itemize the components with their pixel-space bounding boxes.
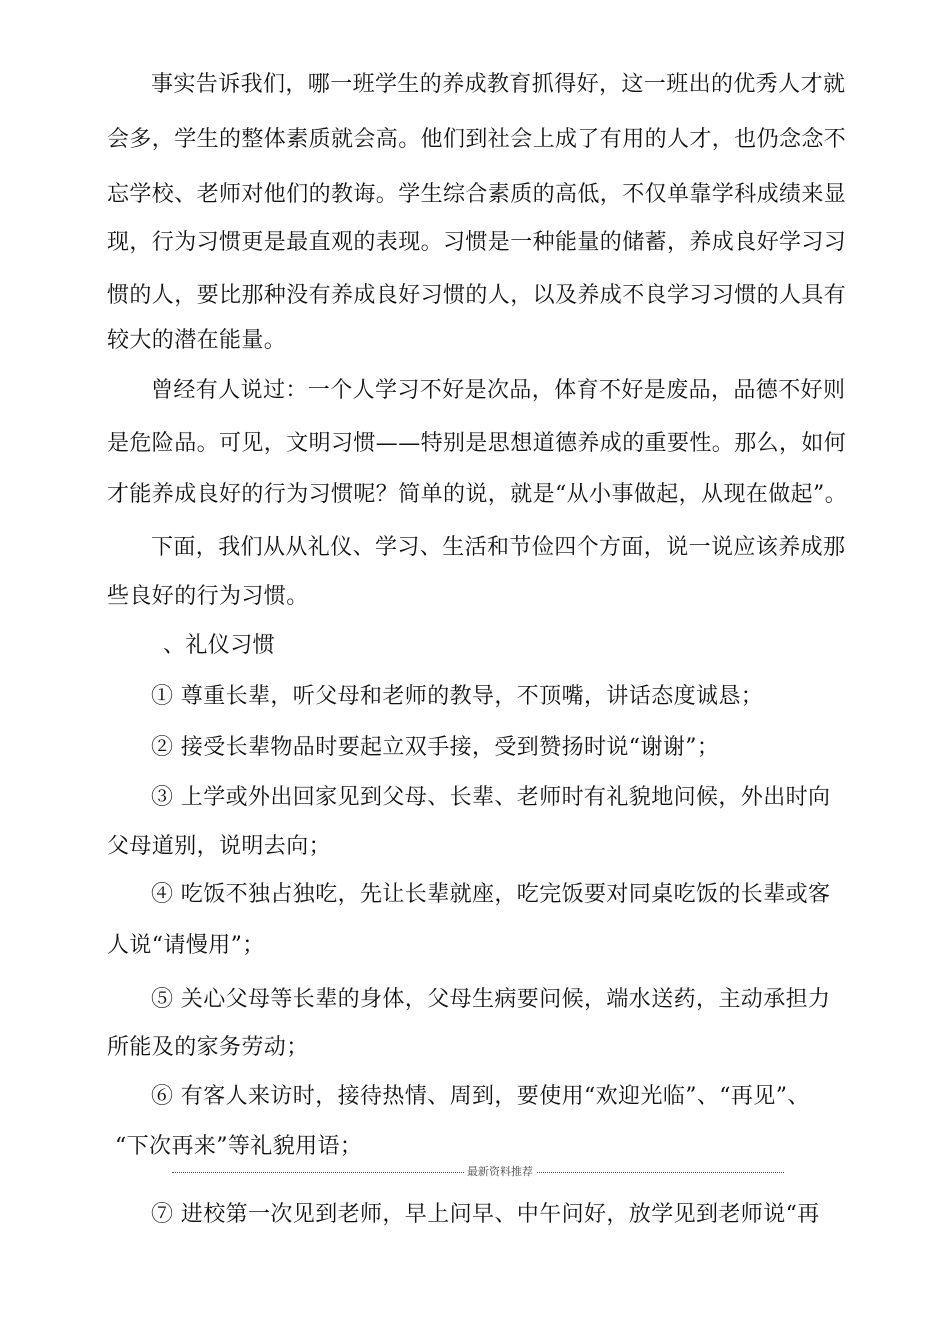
paragraph-1-line-2: 会多，学生的整体素质就会高。他们到社会上成了有用的人才，也仍念念不: [107, 127, 847, 152]
paragraph-1-line-5: 惯的人，要比那种没有养成良好习惯的人，以及养成不良学习习惯的人具有: [107, 283, 847, 308]
paragraph-1-line-3: 忘学校、老师对他们的教诲。学生综合素质的高低，不仅单靠学科成绩来显: [107, 182, 847, 207]
paragraph-1-line-1: 事实告诉我们，哪一班学生的养成教育抓得好，这一班出的优秀人才就: [151, 72, 846, 97]
footer-label: 最新资料推荐: [464, 1164, 536, 1180]
paragraph-3-line-2: 些良好的行为习惯。: [107, 584, 309, 609]
list-item-5-line-1: ⑤ 关心父母等长辈的身体，父母生病要问候，端水送药，主动承担力: [151, 987, 831, 1012]
list-item-3-line-2: 父母道别，说明去向；: [107, 834, 332, 859]
list-item-6-line-1: ⑥ 有客人来访时，接待热情、周到，要使用“欢迎光临”、“再见”、: [151, 1084, 810, 1109]
paragraph-2-line-1: 曾经有人说过：一个人学习不好是次品，体育不好是废品，品德不好则: [151, 378, 846, 403]
list-item-2: ② 接受长辈物品时要起立双手接，受到赞扬时说“谢谢”；: [151, 735, 720, 760]
paragraph-1-line-6: 较大的潜在能量。: [107, 328, 287, 353]
list-item-4-line-2: 人说“请慢用”；: [107, 933, 265, 958]
list-item-6-line-2: “下次再来”等礼貌用语；: [115, 1134, 363, 1159]
list-item-5-line-2: 所能及的家务劳动；: [107, 1035, 309, 1060]
section-heading: 、礼仪习惯: [163, 633, 276, 658]
paragraph-3-line-1: 下面，我们从从礼仪、学习、生活和节俭四个方面，说一说应该养成那: [151, 535, 846, 560]
list-item-7-line-1: ⑦ 进校第一次见到老师，早上问早、中午问好，放学见到老师说“再: [151, 1202, 820, 1227]
paragraph-1-line-4: 现，行为习惯更是最直观的表现。习惯是一种能量的储蓄，养成良好学习习: [107, 230, 847, 255]
paragraph-2-line-3: 才能养成良好的行为习惯呢？简单的说，就是“从小事做起，从现在做起”。: [107, 482, 848, 507]
list-item-4-line-1: ④ 吃饭不独占独吃，先让长辈就座，吃完饭要对同桌吃饭的长辈或客: [151, 882, 831, 907]
list-item-3-line-1: ③ 上学或外出回家见到父母、长辈、老师时有礼貌地问候，外出时向: [151, 785, 831, 810]
list-item-1: ① 尊重长辈，听父母和老师的教导，不顶嘴，讲话态度诚恳；: [151, 684, 764, 709]
paragraph-2-line-2: 是危险品。可见，文明习惯——特别是思想道德养成的重要性。那么，如何: [107, 431, 847, 456]
